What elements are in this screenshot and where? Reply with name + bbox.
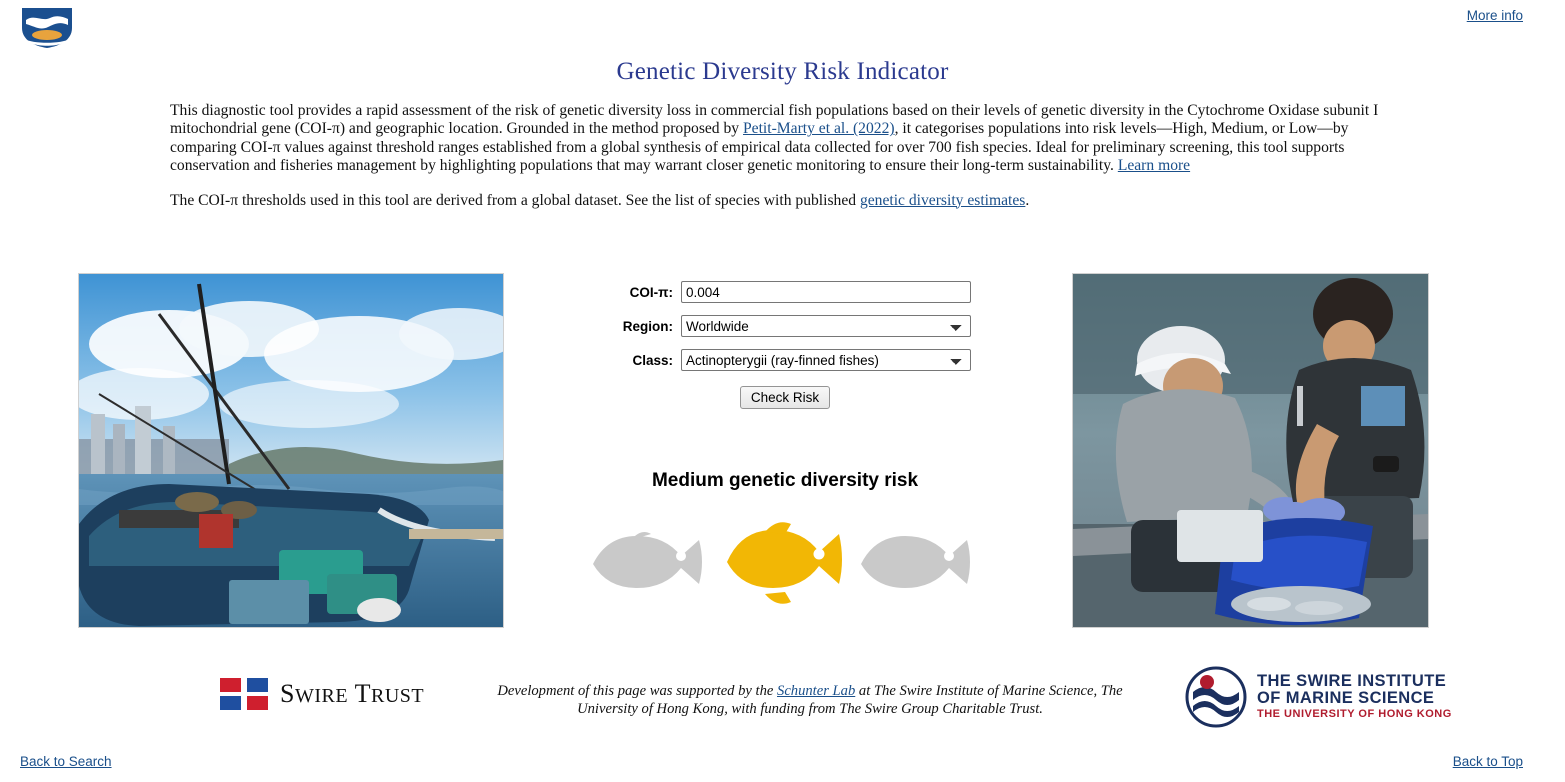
more-info-link[interactable]: More info xyxy=(1466,8,1523,23)
fishing-boat-photo xyxy=(78,273,504,628)
support-text-a: Development of this page was supported by the xyxy=(497,683,778,699)
fish-icon-medium-active xyxy=(721,518,849,608)
description-block xyxy=(170,102,1404,226)
back-to-top-link[interactable]: Back to Top xyxy=(1452,754,1523,769)
swims-wave-logo-icon[interactable] xyxy=(18,4,76,50)
page-title: Genetic Diversity Risk Indicator xyxy=(616,58,949,85)
trust-word-rust: RUST xyxy=(370,685,425,707)
swims-institute-logo xyxy=(1185,666,1452,728)
swire-word-wire: WIRE xyxy=(294,685,349,707)
desc-p1-text-a: This diagnostic tool provides a rapid assessment of the risk of genetic diversity loss in commercial fish populations based on their levels of genetic diversity in the Cytochrome Oxidase subunit I mitochondrial gene (COI-π) and geographic location. Grounded in the method proposed by xyxy=(170,102,1379,138)
desc-p1-text-b: , it categorises populations into risk levels—High, Medium, or Low—by comparing COI-π values against threshold ranges established from a global synthesis of empirical data collected for over 700 fish species. Ideal for preliminary screening, this tool supports conservation and fisheries management by highlighting populations that may warrant closer genetic monitoring to ensure their long-term sustainability. xyxy=(170,120,1349,175)
coi-label: COI-π: xyxy=(629,284,673,300)
desc-p2-text-a: The COI-π thresholds used in this tool are derived from a global dataset. See the list of species with published xyxy=(170,191,860,209)
region-row xyxy=(560,314,1010,338)
description-paragraph-1 xyxy=(170,102,1404,176)
fish-icon-low xyxy=(587,524,715,602)
class-row xyxy=(560,348,1010,372)
citation-link[interactable]: Petit-Marty et al. (2022) xyxy=(743,120,895,138)
risk-fish-indicator xyxy=(560,518,1010,608)
risk-result-text: Medium genetic diversity risk xyxy=(651,470,919,491)
schunter-lab-link[interactable]: Schunter Lab xyxy=(777,683,856,699)
fish-icon-high xyxy=(855,524,983,602)
support-text-b: at The Swire Institute of Marine Science, The University of Hong Kong, with funding from The Swire Group Charitable Trust. xyxy=(577,683,1123,718)
coi-input[interactable] xyxy=(681,281,971,303)
coi-row xyxy=(560,280,1010,304)
swire-trust-logo xyxy=(220,678,424,710)
swire-trust-wordmark xyxy=(280,679,424,709)
swire-flag-icon xyxy=(220,678,268,710)
desc-p2-text-b: . xyxy=(1025,191,1030,209)
description-paragraph-2 xyxy=(170,192,1404,210)
researchers-sampling-photo xyxy=(1072,273,1429,628)
support-credit-text xyxy=(470,682,1150,718)
back-to-search-link[interactable]: Back to Search xyxy=(20,754,112,769)
region-select[interactable] xyxy=(681,315,971,337)
check-risk-button[interactable]: Check Risk xyxy=(740,386,830,409)
trust-word-t: T xyxy=(354,679,371,708)
swire-word-s: S xyxy=(280,679,295,708)
swims-line-2: OF MARINE SCIENCE xyxy=(1257,689,1435,708)
swims-line-1: THE SWIRE INSTITUTE xyxy=(1257,672,1447,691)
region-label: Region: xyxy=(622,318,673,334)
swims-circle-icon xyxy=(1185,666,1247,728)
class-label: Class: xyxy=(632,352,673,368)
risk-form xyxy=(560,280,1010,409)
submit-row xyxy=(560,386,1010,409)
swims-line-3: THE UNIVERSITY OF HONG KONG xyxy=(1257,708,1452,721)
genetic-diversity-estimates-link[interactable]: genetic diversity estimates xyxy=(859,191,1026,209)
swims-wordmark xyxy=(1257,673,1452,720)
learn-more-link[interactable]: Learn more xyxy=(1117,157,1191,175)
class-select[interactable] xyxy=(681,349,971,371)
